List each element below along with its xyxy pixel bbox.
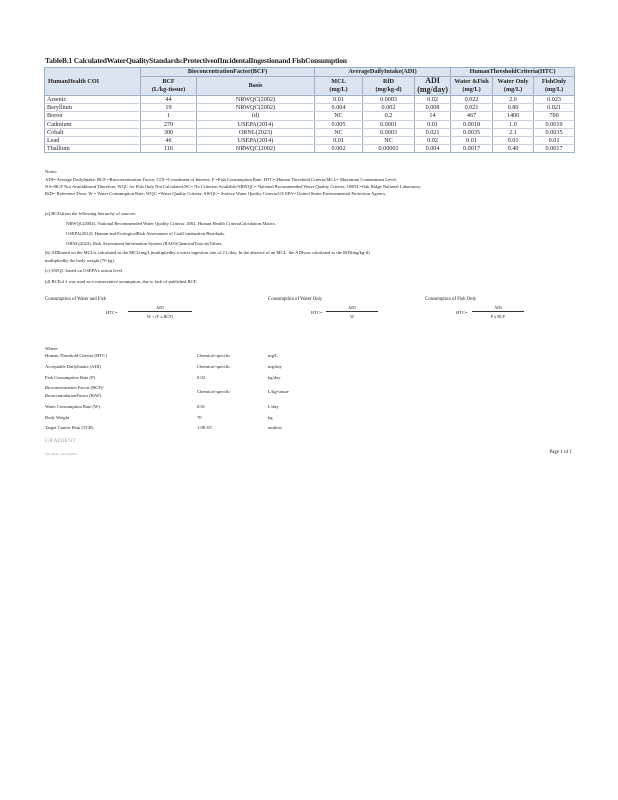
cell-water-only: 1.0 <box>493 120 534 128</box>
def-value: Chemical-specific <box>197 389 231 394</box>
cell-coi: Lead <box>45 136 141 144</box>
equation-fish-only-lhs: HTC= <box>456 310 468 315</box>
cell-bcf: 1 <box>141 112 197 120</box>
cell-adi: 0.01 <box>415 120 451 128</box>
cell-mcl: 0.01 <box>315 96 363 104</box>
cell-bcf: 300 <box>141 128 197 136</box>
table-row <box>45 104 575 112</box>
fraction-numerator: ADI <box>156 305 164 310</box>
cell-adi: 0.008 <box>415 104 451 112</box>
table-row <box>45 112 575 120</box>
group-header-htc: HumanThresholdCriteria(HTC) <box>451 68 575 77</box>
table-row <box>45 128 575 136</box>
equation-water-only-fraction <box>326 305 378 319</box>
cell-adi: 0.021 <box>415 128 451 136</box>
fraction-numerator: ADI <box>348 305 356 310</box>
cell-water-only: 2.1 <box>493 128 534 136</box>
cell-coi: Cadmium <box>45 120 141 128</box>
notes-abbr-line: NA=BCF Not Availableand Therefore, WQC for Fish Only Not Calculated;NC= No Criterion Available;NRWQC= National Recommended Water Quality Criteria; ORNL=Oak Ridge National Laboratory; <box>45 184 422 189</box>
cell-fish-only: 700 <box>534 112 575 120</box>
cell-rfd: 0.0003 <box>363 96 415 104</box>
table-row <box>45 96 575 104</box>
cell-bcf: 116 <box>141 145 197 153</box>
cell-rfd: 0.002 <box>363 104 415 112</box>
source-usepa: USEPA(2014). Human and EcologicalRisk Assessment of CoalCombustion Residuals. <box>66 231 226 236</box>
cell-water-fish: 0.0035 <box>451 128 493 136</box>
cell-rfd: NC <box>363 136 415 144</box>
cell-mcl: 0.01 <box>315 136 363 144</box>
cell-mcl: 0.005 <box>315 120 363 128</box>
cell-basis: NRWQC(2002) <box>197 104 315 112</box>
cell-coi: Thallium <box>45 145 141 153</box>
cell-basis: USEPA(2014) <box>197 120 315 128</box>
cell-coi: Cobalt <box>45 128 141 136</box>
cell-rfd: 0.2 <box>363 112 415 120</box>
fraction-numerator: ADI <box>494 305 502 310</box>
cell-water-only: 0.40 <box>493 145 534 153</box>
cell-water-fish: 467 <box>451 112 493 120</box>
cell-fish-only: 0.023 <box>534 96 575 104</box>
notes-abbreviations <box>45 176 421 197</box>
table-row <box>45 120 575 128</box>
cell-basis: NRWQC(2002) <box>197 96 315 104</box>
def-unit: unitless <box>268 425 283 430</box>
equation-fish-only-title: Consumption of Fish Only <box>425 297 477 302</box>
cell-bcf: 44 <box>141 96 197 104</box>
def-label: BioaccumulationFactor (BAF) <box>45 393 102 398</box>
col-header-water-fish: Water &Fish (mg/L) <box>451 77 493 96</box>
def-label: Fish Consumption Rate (F) <box>45 375 96 380</box>
cell-rfd: 0.00001 <box>363 145 415 153</box>
col-header-basis: Basis <box>197 77 315 96</box>
cell-mcl: NC <box>315 128 363 136</box>
page-number: Page 1 of 1 <box>549 450 572 455</box>
cell-fish-only: 0.0035 <box>534 128 575 136</box>
def-unit: L/kg-tissue <box>268 389 289 394</box>
cell-bcf: 19 <box>141 104 197 112</box>
cell-water-fish: 0.021 <box>451 104 493 112</box>
cell-coi: Beryllium <box>45 104 141 112</box>
def-label: Body Weight <box>45 415 70 420</box>
company-logo: GRADIENT <box>45 438 77 444</box>
def-value: 70 <box>197 415 202 420</box>
cell-basis: (d) <box>197 112 315 120</box>
file-identifier: SSC_Risk_Calcs(3).HTC <box>45 452 78 456</box>
def-unit: L/day <box>268 404 279 409</box>
cell-adi: 14 <box>415 112 451 120</box>
equation-water-fish-fraction <box>128 305 192 319</box>
equation-water-only-lhs: HTC= <box>311 310 323 315</box>
cell-coi: Boron <box>45 112 141 120</box>
cell-water-only: 0.01 <box>493 136 534 144</box>
cell-bcf: 46 <box>141 136 197 144</box>
notes-heading: Notes: <box>45 169 57 174</box>
footnote-d: (d) BCFof 1 was used as a conservative assumption, due to lack of published BCF. <box>45 279 197 284</box>
cell-adi: 0.02 <box>415 96 451 104</box>
def-unit: kg <box>268 415 273 420</box>
fraction-denominator: W + (F x BCF) <box>146 314 174 319</box>
cell-fish-only: 0.01 <box>534 136 575 144</box>
cell-basis: USEPA(2014) <box>197 136 315 144</box>
def-unit: kg/day <box>268 375 281 380</box>
notes-abbr-line: RfD= Reference Dose; W = Water Consumption Rate; WQC =Water Quality Criteria; SWQC= Surface Water Quality Criteria;US EPA= United States Environmental Protection Agency. <box>45 191 387 196</box>
fraction-denominator: F x BCF <box>490 314 506 319</box>
cell-water-only: 2.0 <box>493 96 534 104</box>
table-row <box>45 136 575 144</box>
notes-abbr-line: ADI= Average DailyIntake; BCF =Bioconcentration Factor; COI =Constituent of Interest; F =Fish Consumption Rate; HTC= Human Threshold Criteria;MCL= Maximum Contaminant Level; <box>45 177 397 182</box>
table-title: TableB.1 CalculatedWaterQualityStandards:ProtectiveofIncidentalIngestionand FishConsumption <box>45 56 347 65</box>
cell-rfd: 0.0001 <box>363 120 415 128</box>
def-value: Chemical-specific <box>197 353 231 358</box>
group-header-bcf: BioconcentrationFactor(BCF) <box>141 68 315 77</box>
water-quality-table <box>44 67 575 153</box>
cell-water-only: 0.80 <box>493 104 534 112</box>
col-header-rfd: RfD (mg/kg-d) <box>363 77 415 96</box>
cell-coi: Arsenic <box>45 96 141 104</box>
table-row <box>45 145 575 153</box>
footnote-b-line2: multipliedby the body weight (70 kg). <box>45 258 115 263</box>
cell-mcl: NC <box>315 112 363 120</box>
cell-fish-only: 0.021 <box>534 104 575 112</box>
cell-basis: NRWQC(2002) <box>197 145 315 153</box>
equation-water-only-title: Consumption of Water Only <box>268 297 323 302</box>
def-unit: mg/day <box>268 364 282 369</box>
group-header-adi: AverageDailyIntake(ADI) <box>315 68 451 77</box>
def-label: Water Consumption Rate (W) <box>45 404 100 409</box>
def-label: Human Threshold Criteria (HTC) <box>45 353 107 358</box>
cell-mcl: 0.004 <box>315 104 363 112</box>
cell-mcl: 0.002 <box>315 145 363 153</box>
def-label: Acceptable DailyIntake (ADI) <box>45 364 101 369</box>
def-label: Bioconcentration Factor (BCF)/ <box>45 385 104 390</box>
cell-water-fish: 0.0017 <box>451 145 493 153</box>
col-header-mcl: MCL (mg/L) <box>315 77 363 96</box>
where-heading: Where: <box>45 346 59 351</box>
footnote-b-line1: (b) ADIbased on the MCLis calculated as the MCL(mg/L)multipliedby a water ingestion rate of 2 L/day. In the absence of an MCL, the ADIwas calculated as the RfD(mg/kg-d) <box>45 250 370 255</box>
cell-fish-only: 0.0017 <box>534 145 575 153</box>
col-header-bcf: BCF (L/kg-tissue) <box>141 77 197 96</box>
cell-basis: ORNL(2023) <box>197 128 315 136</box>
footnote-c: (c) SWQC based on USEPA's action level. <box>45 268 124 273</box>
def-value: Chemical-specific <box>197 364 231 369</box>
def-value: 1.0E-05 <box>197 425 212 430</box>
cell-water-only: 1400 <box>493 112 534 120</box>
cell-adi: 0.02 <box>415 136 451 144</box>
col-header-water-only: Water Only (mg/L) <box>493 77 534 96</box>
equation-water-fish-lhs: HTC= <box>106 310 118 315</box>
footnote-a: (a) BCFsfrom the following hierarchy of sources: <box>45 211 137 216</box>
col-header-fish-only: FishOnly (mg/L) <box>534 77 575 96</box>
def-value: 0.01 <box>197 404 206 409</box>
fraction-denominator: W <box>349 314 355 319</box>
def-label: Target Cancer Risk (TCR) <box>45 425 94 430</box>
def-unit: mg/L <box>268 353 278 358</box>
equation-water-fish-title: Consumption of Water and Fish <box>45 297 107 302</box>
cell-water-fish: 0.022 <box>451 96 493 104</box>
cell-adi: 0.004 <box>415 145 451 153</box>
cell-rfd: 0.0003 <box>363 128 415 136</box>
cell-water-fish: 0.0018 <box>451 120 493 128</box>
col-header-coi: HumanHealth COI <box>45 68 141 96</box>
cell-bcf: 270 <box>141 120 197 128</box>
source-nrwqc: NRWQC(2002). National Recommended Water Quality Criteria: 2002. Human Health CriteriaCalculation Matrix. <box>66 221 276 226</box>
source-ornl: ORNL(2023). Risk Assessment Information System (RAIS)ChemicalToxicityValues. <box>66 241 223 246</box>
cell-fish-only: 0.0019 <box>534 120 575 128</box>
def-value: 0.02 <box>197 375 206 380</box>
cell-water-fish: 0.01 <box>451 136 493 144</box>
equation-fish-only-fraction <box>472 305 524 319</box>
col-header-adi: ADI (mg/day) <box>415 77 451 96</box>
